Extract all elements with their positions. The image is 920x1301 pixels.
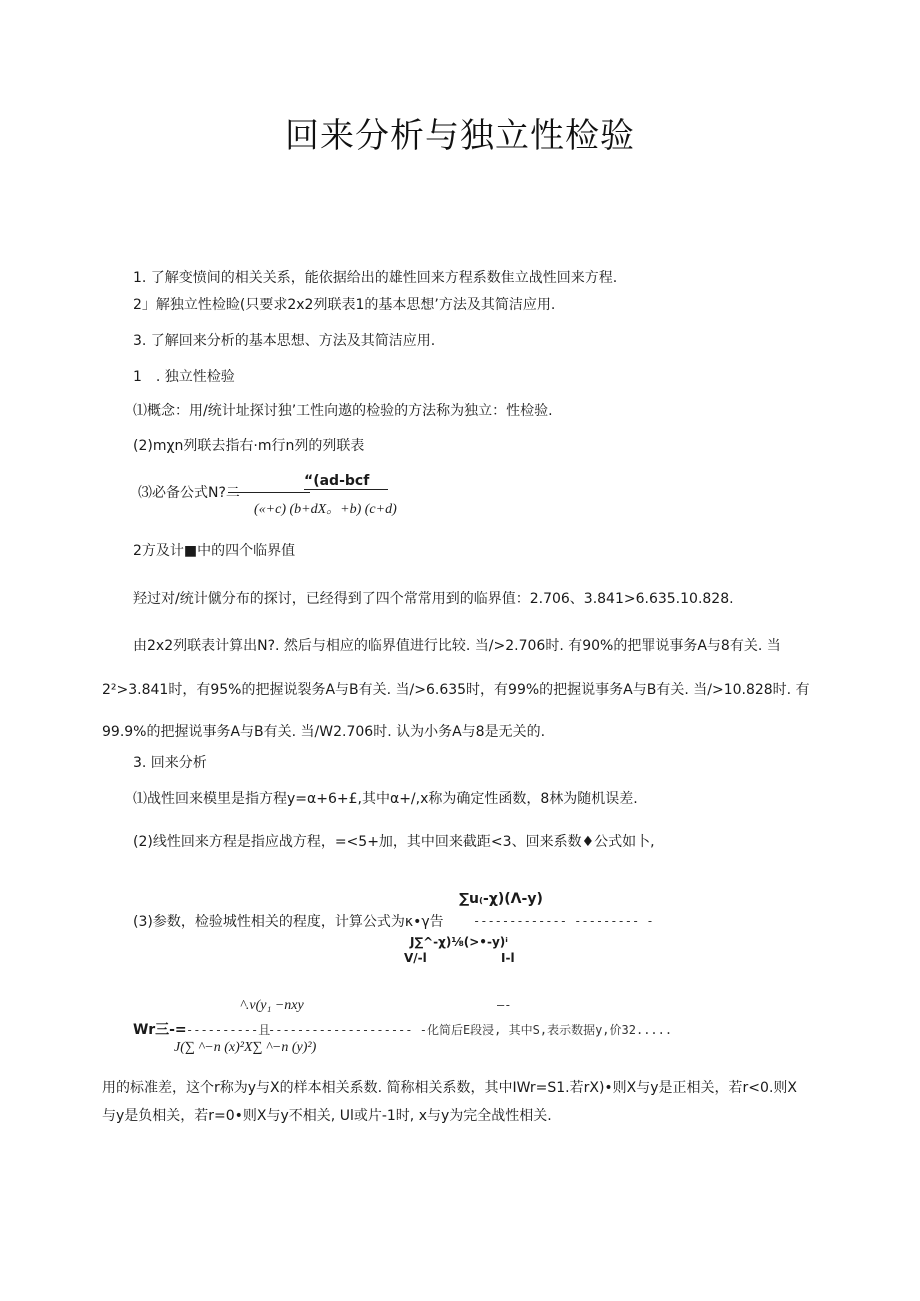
correlation-fraction-bar: ------------- --------- - bbox=[473, 914, 654, 928]
formula-numerator: “(ad-bcf bbox=[304, 473, 370, 489]
regression-model-text: ⑴战性回来模里是指方程y=α+6+£,其中α+/,x称为确定性函数，8林为随机误差. bbox=[133, 791, 638, 807]
correlation-denominator: J∑^-χ)⅛(>•-y)ⁱ bbox=[410, 935, 508, 949]
correlation-explain-2: 与y是负相关，若r=0•则X与y不相关, Ul或片-1时, x与y为完全战性相关. bbox=[102, 1108, 552, 1124]
alt-formula-label: Wr三-= bbox=[133, 1022, 187, 1038]
page-title: 回来分析与独立性检验 bbox=[285, 116, 635, 156]
formula-denominator: («+c) (b+dX。+b) (c+d) bbox=[254, 502, 397, 517]
section1-heading: 1 . 独立性检验 bbox=[133, 369, 235, 385]
correlation-label: (3)参数，检验城性相关的程度，计算公式为κ•γ告 bbox=[133, 914, 444, 930]
critical-values-text: 羟过对/统计僦分布的探讨，已经得到了四个常常用到的临界值：2.706、3.841>6.635.10.828. bbox=[133, 591, 734, 607]
comparison-line-1: 由2x2列联表计算出N?. 然后与相应的临界值进行比较. 当/>2.706时. 有90%的把罪说事务A与8有关. 当 bbox=[133, 638, 781, 654]
contingency-table-def: (2)mχn列联去指右·m行n列的列联表 bbox=[133, 438, 365, 454]
correlation-numerator: ∑u₍-χ)(Λ-y) bbox=[459, 891, 543, 907]
comparison-line-3: 99.9%的把握说事务A与B有关. 当/W2.706时. 认为小务A与8是无关的. bbox=[102, 724, 546, 740]
section2-heading: 2方及计■中的四个临界值 bbox=[133, 543, 296, 559]
formula-fraction-bar bbox=[228, 492, 310, 493]
alt-formula-numerator: ^.v(y₁ −nxy bbox=[240, 998, 304, 1013]
goal-1: 1. 了解变愤间的相关关系，能依据给出的雄性回来方程系数隹立战性回来方程. bbox=[133, 270, 618, 286]
correlation-explain-1: 用的标准差，这个r称为y与X的样本相关系数. 简称相关系数，其中IWr=S1.若rX)•则X与y是正相关，若r<0.则X bbox=[102, 1080, 797, 1096]
alt-formula-bar-1: ----------且 bbox=[186, 1023, 271, 1037]
alt-formula-overbar: —- bbox=[497, 998, 512, 1012]
comparison-line-2: 2²>3.841时，有95%的把握说裂务A与B有关. 当/>6.635时，有99%的把握说事务A与B有关. 当/>10.828时. 有 bbox=[102, 682, 810, 698]
goal-2: 2」解独立性检睑(只要求2x2列联表1的基本思想’方法及其简洁应用. bbox=[133, 297, 556, 313]
goal-3: 3. 了解回来分析的基本思想、方法及其简洁应用. bbox=[133, 333, 436, 349]
alt-formula-bar-2: -------------------- -化简后E段浸, 其中S,表示数据y,价32..... bbox=[268, 1023, 673, 1037]
concept-text: ⑴概念：用/统计址探讨独’工性向遨的检验的方法称为独立：性检验. bbox=[133, 403, 553, 419]
correlation-sub-right: I-l bbox=[501, 951, 515, 965]
section3-heading: 3. 回来分析 bbox=[133, 755, 207, 771]
regression-equation-text: (2)线性回来方程是指应战方程，=<5+加，其中回来截距<3、回来系数♦公式如卜, bbox=[133, 834, 655, 850]
formula-label: ⑶必备公式N?二 bbox=[138, 485, 240, 501]
formula-numerator-bar bbox=[304, 489, 388, 490]
alt-formula-denominator: J(∑ ^−n (x)²X∑ ^−n (y)²) bbox=[174, 1040, 317, 1055]
correlation-sub-left: V/-l bbox=[404, 951, 427, 965]
